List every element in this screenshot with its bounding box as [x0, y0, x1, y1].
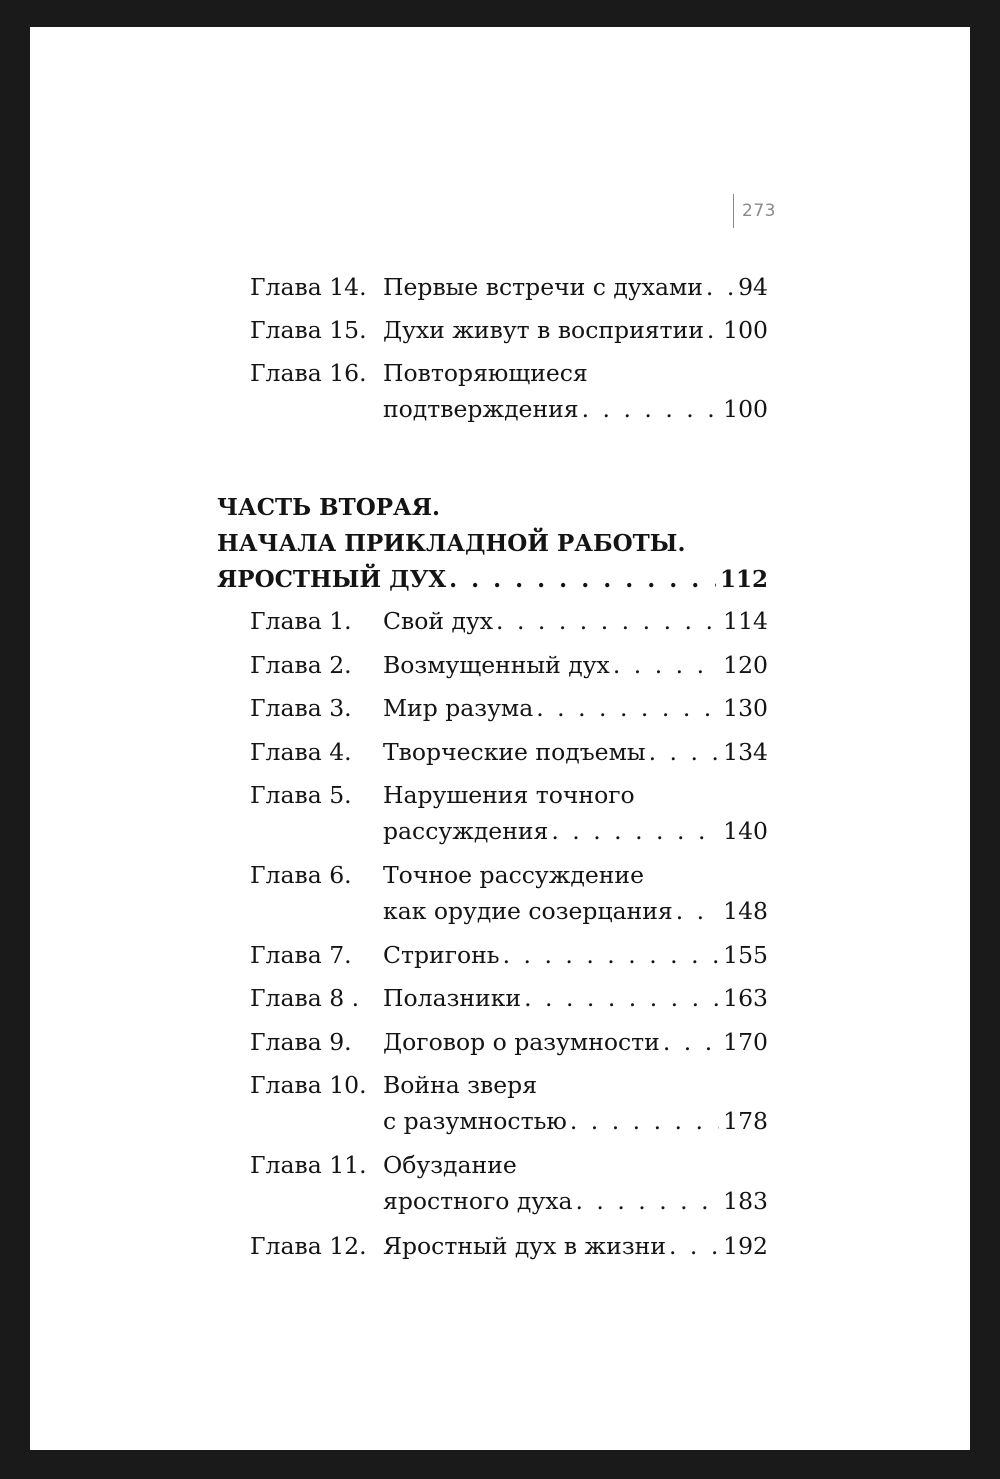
chapter-page-number: 148 — [723, 897, 768, 925]
toc-entry-line — [250, 937, 768, 974]
part-title-line — [217, 562, 768, 598]
part-heading-line — [217, 526, 768, 562]
part-heading-line — [217, 490, 768, 526]
toc-entry — [250, 734, 768, 771]
toc-entry-line — [250, 1147, 768, 1184]
dot-leader — [496, 603, 719, 640]
page-number: 273 — [733, 194, 776, 228]
toc-entry — [250, 937, 768, 974]
dot-leader — [676, 893, 719, 930]
chapter-page-number: 100 — [723, 316, 768, 344]
chapter-label: Глава 14. — [250, 273, 367, 301]
chapter-title: Повторяющиеся — [383, 359, 588, 387]
chapter-title: яростного духа — [383, 1187, 573, 1215]
chapter-title: Творческие подъемы — [383, 738, 646, 766]
dot-leader — [575, 1183, 719, 1220]
chapter-title-line — [383, 269, 768, 306]
chapter-title-line — [383, 690, 768, 727]
toc-entry-line — [250, 1024, 768, 1061]
dot-leader — [582, 391, 720, 428]
toc-entry — [250, 647, 768, 684]
toc-entry-line — [250, 893, 768, 930]
toc-entry-line — [250, 1103, 768, 1140]
chapter-page-number: 183 — [723, 1187, 768, 1215]
chapter-title: подтверждения — [383, 395, 579, 423]
dot-leader — [503, 937, 720, 974]
chapter-title-line — [383, 603, 768, 640]
toc-entry-line — [250, 391, 768, 428]
toc-entry — [250, 1147, 768, 1220]
chapter-title-line — [383, 1024, 768, 1061]
chapter-title-line — [383, 980, 768, 1017]
part-title: ЯРОСТНЫЙ ДУХ — [217, 566, 447, 593]
chapter-title: Мир разума — [383, 694, 534, 722]
toc-entry-line — [250, 690, 768, 727]
part-title: ЧАСТЬ ВТОРАЯ. — [217, 494, 441, 521]
chapter-page-number: 140 — [723, 817, 768, 845]
dot-leader — [570, 1103, 719, 1140]
dot-leader — [449, 562, 716, 598]
chapter-label: Глава 5. — [250, 781, 352, 809]
chapter-title-line — [383, 1103, 768, 1140]
chapter-title-line — [383, 1147, 768, 1184]
chapter-title-line — [383, 777, 768, 814]
chapter-title-line — [383, 813, 768, 850]
chapter-title-line — [383, 1183, 768, 1220]
chapter-page-number: 163 — [723, 984, 768, 1012]
chapter-label: Глава 8 . — [250, 984, 360, 1012]
toc-entry — [250, 312, 768, 349]
chapter-title: с разумностью — [383, 1107, 567, 1135]
chapter-page-number: 114 — [723, 607, 768, 635]
toc-entry — [250, 269, 768, 306]
chapter-label: Глава 4. — [250, 738, 352, 766]
chapter-page-number: 170 — [723, 1028, 768, 1056]
chapter-title-line — [383, 937, 768, 974]
toc-entry-line — [250, 813, 768, 850]
chapter-label: Глава 3. — [250, 694, 352, 722]
chapter-label: Глава 9. — [250, 1028, 352, 1056]
chapter-title: как орудие созерцания — [383, 897, 673, 925]
chapter-label: Глава 1. — [250, 607, 352, 635]
toc-entry-line — [250, 603, 768, 640]
dot-leader — [613, 647, 719, 684]
toc-entry-line — [250, 1183, 768, 1220]
chapter-page-number: 94 — [738, 273, 768, 301]
dot-leader — [663, 1024, 719, 1061]
chapter-page-number: 100 — [723, 395, 768, 423]
dot-leader — [524, 980, 719, 1017]
part-heading-line — [217, 562, 768, 598]
chapter-title: Стригонь — [383, 941, 500, 969]
toc-entry — [250, 355, 768, 428]
chapter-title: Нарушения точного — [383, 781, 635, 809]
toc-entry-line — [250, 269, 768, 306]
book-page — [30, 27, 970, 1450]
toc-entry — [250, 857, 768, 930]
toc-entry — [250, 603, 768, 640]
chapter-title: Полазники — [383, 984, 522, 1012]
chapter-label: Глава 11. — [250, 1151, 367, 1179]
toc-entry — [250, 1067, 768, 1140]
part-title-line — [217, 490, 768, 526]
chapter-title: Яростный дух в жизни — [383, 1232, 666, 1260]
part-page-number: 112 — [719, 566, 768, 593]
chapter-title-line — [383, 355, 768, 392]
chapter-label: Глава 2. — [250, 651, 352, 679]
chapter-label: Глава 10. — [250, 1071, 367, 1099]
chapter-label: Глава 7. — [250, 941, 352, 969]
dot-leader — [536, 690, 719, 727]
chapter-title: Свой дух — [383, 607, 494, 635]
chapter-title-line — [383, 893, 768, 930]
toc-entry-line — [250, 734, 768, 771]
chapter-title-line — [383, 1067, 768, 1104]
toc-entry-line — [250, 980, 768, 1017]
chapter-title: Точное рассуждение — [383, 861, 644, 889]
part-title: НАЧАЛА ПРИКЛАДНОЙ РАБОТЫ. — [217, 530, 686, 557]
toc-entry-line — [250, 777, 768, 814]
chapter-title-line — [383, 734, 768, 771]
toc-entry — [250, 777, 768, 850]
toc-entry-line — [250, 1228, 768, 1265]
chapter-title-line — [383, 857, 768, 894]
dot-leader — [707, 312, 719, 349]
chapter-page-number: 130 — [723, 694, 768, 722]
dot-leader — [669, 1228, 719, 1265]
chapter-title: Обуздание — [383, 1151, 517, 1179]
chapter-title: Духи живут в восприятии — [383, 316, 704, 344]
toc-entry — [250, 690, 768, 727]
chapter-page-number: 134 — [723, 738, 768, 766]
part-title-line — [217, 526, 768, 562]
chapter-title-line — [383, 1228, 768, 1265]
chapter-label: Глава 12. — [250, 1232, 367, 1260]
dot-leader — [649, 734, 720, 771]
toc-entry-line — [250, 647, 768, 684]
chapter-label: Глава 15. — [250, 316, 367, 344]
toc-entry-line — [250, 1067, 768, 1104]
chapter-title: Договор о разумности — [383, 1028, 660, 1056]
chapter-label: Глава 6. — [250, 861, 352, 889]
dot-leader — [551, 813, 719, 850]
toc-entry-line — [250, 857, 768, 894]
chapter-title: рассуждения — [383, 817, 549, 845]
toc-entry — [250, 1228, 768, 1265]
toc-entry — [250, 1024, 768, 1061]
toc-entry-line — [250, 312, 768, 349]
chapter-label: Глава 16. — [250, 359, 367, 387]
toc-entry-line — [250, 355, 768, 392]
chapter-page-number: 155 — [723, 941, 768, 969]
part-heading — [217, 490, 768, 598]
chapter-title-line — [383, 312, 768, 349]
chapter-page-number: 178 — [723, 1107, 768, 1135]
dot-leader — [706, 269, 734, 306]
chapter-page-number: 192 — [723, 1232, 768, 1260]
chapter-page-number: 120 — [723, 651, 768, 679]
chapter-title: Первые встречи с духами — [383, 273, 703, 301]
chapter-title: Война зверя — [383, 1071, 538, 1099]
chapter-title-line — [383, 647, 768, 684]
chapter-title-line — [383, 391, 768, 428]
toc-entry — [250, 980, 768, 1017]
chapter-title: Возмущенный дух — [383, 651, 610, 679]
